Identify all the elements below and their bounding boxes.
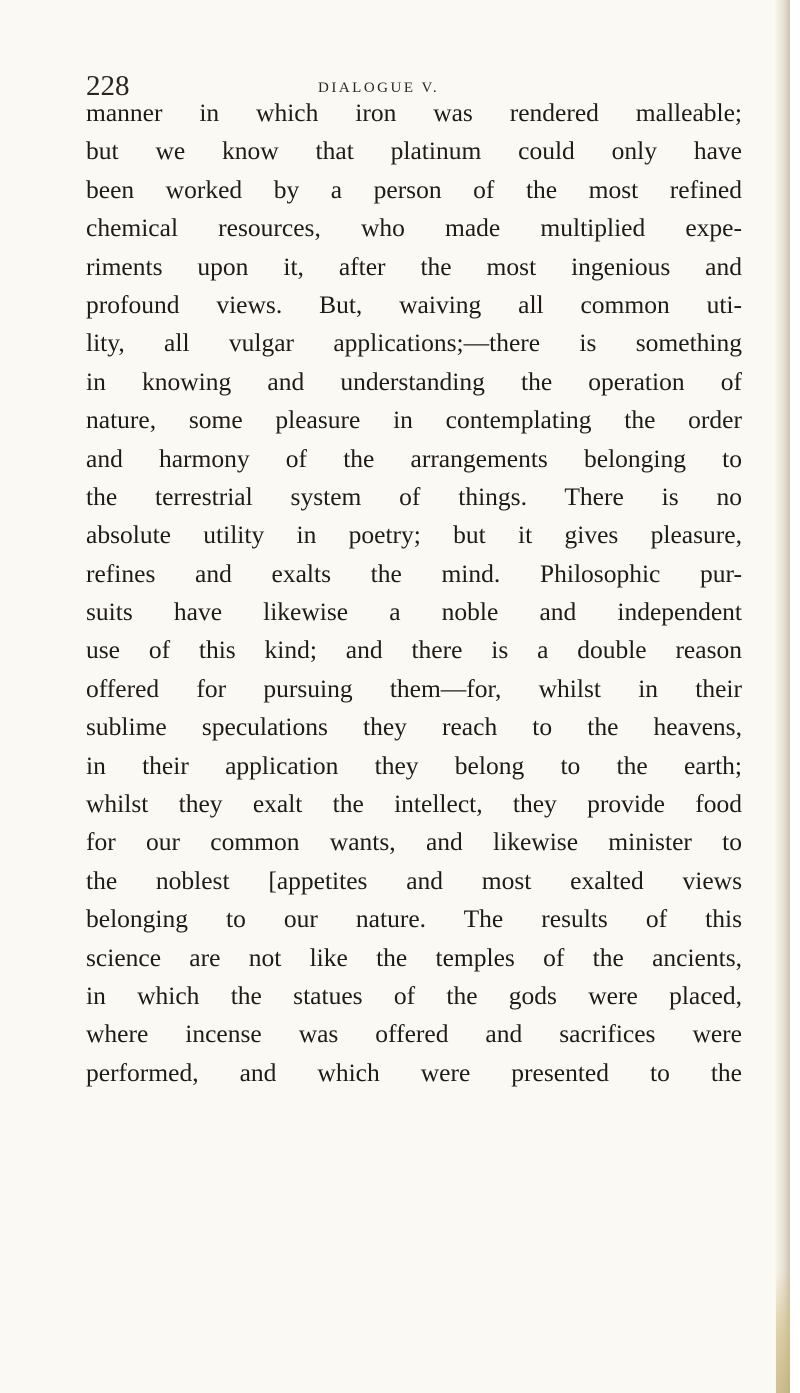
page-number: 228 — [86, 70, 130, 102]
text-line: the terrestrial system of things. There is no — [86, 481, 742, 511]
text-line: profound views. But, waiving all common uti- — [86, 289, 742, 319]
text-line: in their application they belong to the earth; — [86, 750, 742, 780]
text-line: refines and exalts the mind. Philosophic pur- — [86, 558, 742, 588]
running-head: DIALOGUE V. — [318, 80, 440, 96]
text-line: the noblest [appetites and most exalted views — [86, 865, 742, 895]
page-edge-stain — [776, 1270, 790, 1393]
text-line: sublime speculations they reach to the heavens, — [86, 712, 742, 742]
text-line: nature, some pleasure in contemplating the order — [86, 405, 742, 435]
text-line: science are not like the temples of the ancients, — [86, 942, 742, 972]
text-line: for our common wants, and likewise minister to — [86, 827, 742, 857]
text-line: where incense was offered and sacrifices were — [86, 1019, 742, 1049]
text-line: belonging to our nature. The results of this — [86, 904, 742, 934]
text-line: in knowing and understanding the operation of — [86, 366, 742, 396]
page-edge-shadow — [774, 0, 790, 1393]
text-line: been worked by a person of the most refined — [86, 174, 742, 204]
body-text — [86, 94, 742, 1092]
text-line: riments upon it, after the most ingenious and — [86, 251, 742, 281]
text-line: lity, all vulgar applications;—there is something — [86, 328, 742, 358]
text-line: but we know that platinum could only have — [86, 136, 742, 166]
text-line: absolute utility in poetry; but it gives pleasure, — [86, 520, 742, 550]
text-line: manner in which iron was rendered malleable; — [86, 98, 742, 127]
text-line: suits have likewise a noble and independent — [86, 597, 742, 627]
text-line: offered for pursuing them—for, whilst in their — [86, 673, 742, 703]
text-line: performed, and which were presented to the — [86, 1057, 742, 1087]
text-line: and harmony of the arrangements belonging to — [86, 443, 742, 473]
text-line: use of this kind; and there is a double reason — [86, 635, 742, 665]
text-line: whilst they exalt the intellect, they provide food — [86, 789, 742, 819]
text-line: chemical resources, who made multiplied expe- — [86, 213, 742, 243]
text-line: in which the statues of the gods were placed, — [86, 980, 742, 1010]
